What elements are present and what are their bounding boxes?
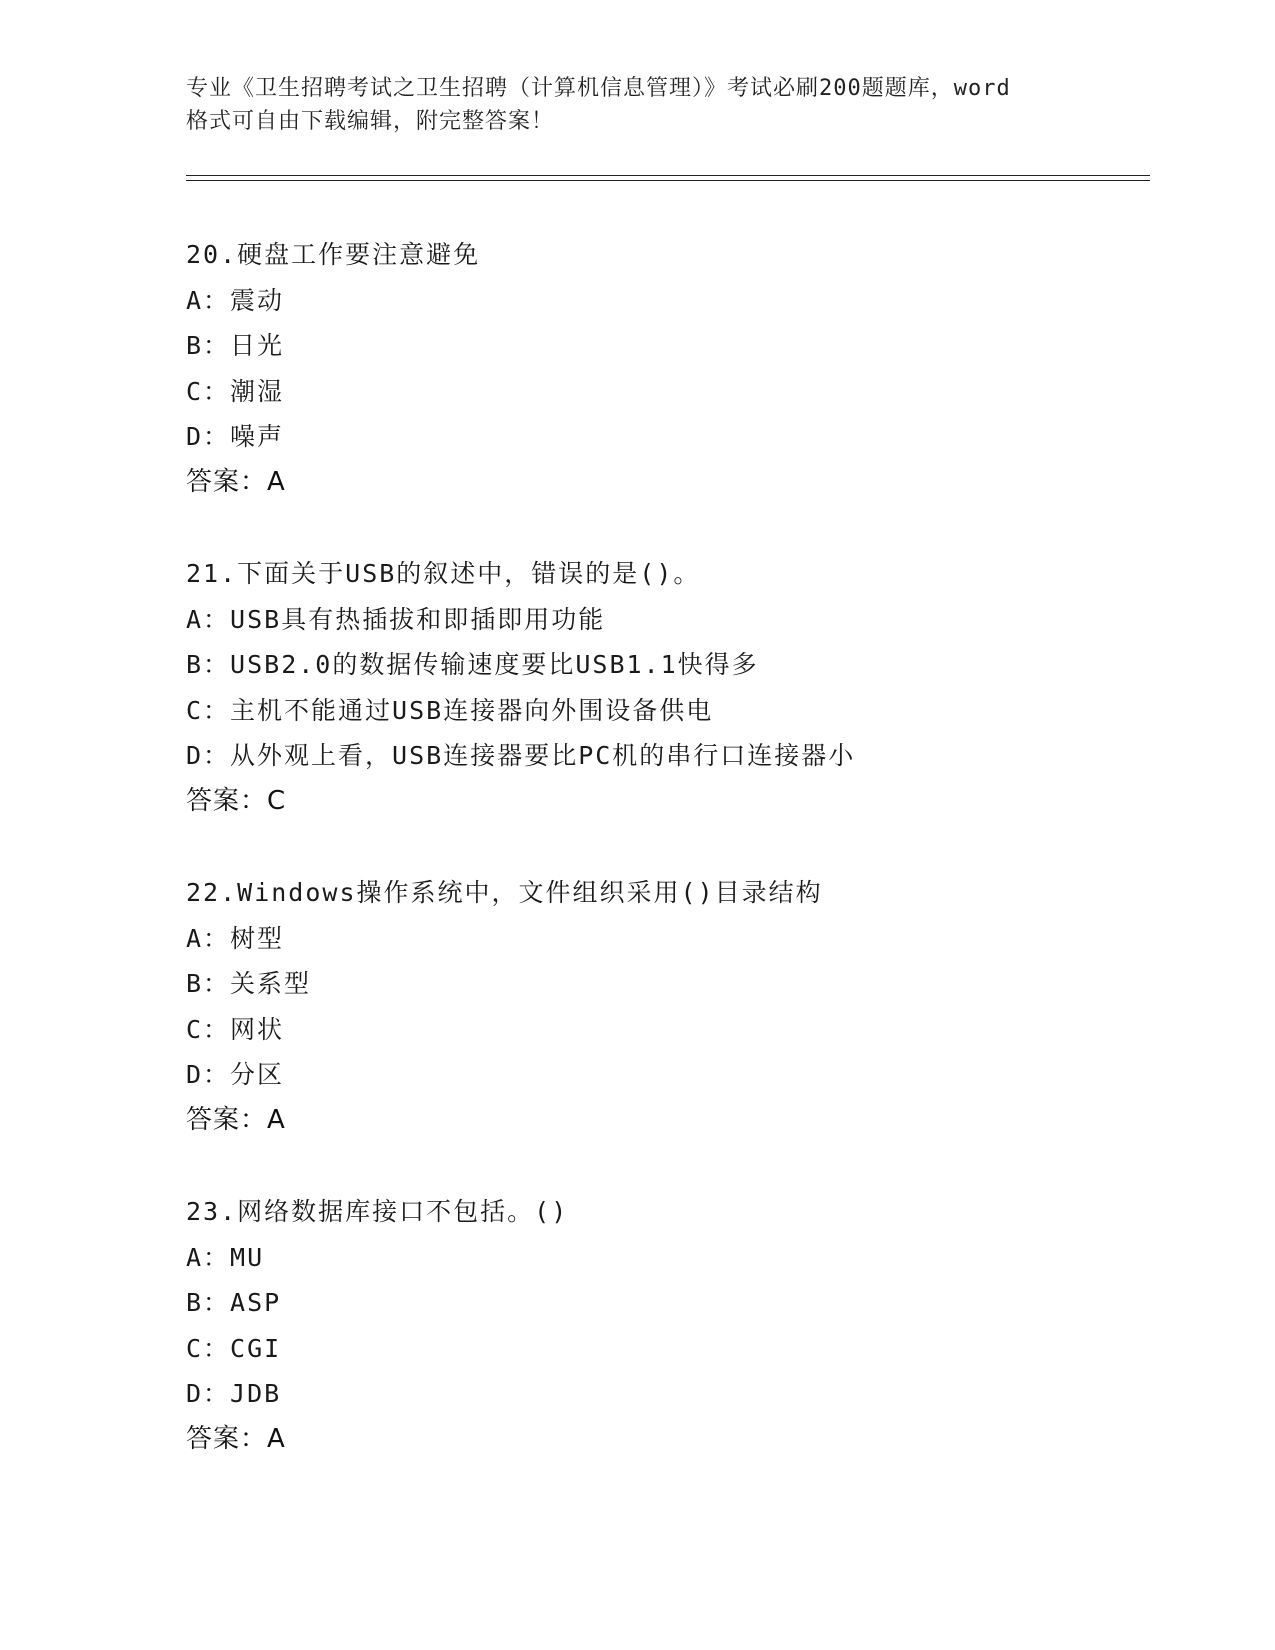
answer-line: 答案：A: [186, 1423, 286, 1454]
question-22: [186, 870, 1150, 1143]
question-stem: 22.Windows操作系统中，文件组织采用()目录结构: [186, 878, 823, 907]
question-stem: 20.硬盘工作要注意避免: [186, 240, 481, 269]
question-20: [186, 232, 1150, 505]
header-line-1: 专业《卫生招聘考试之卫生招聘（计算机信息管理）》考试必刷200题题库，word: [186, 76, 1011, 101]
header-divider-bottom: [186, 180, 1150, 181]
option-d: D：从外观上看，USB连接器要比PC机的串行口连接器小: [186, 741, 856, 770]
answer-line: 答案：C: [186, 785, 287, 816]
option-d: D：JDB: [186, 1379, 282, 1408]
option-d: D：分区: [186, 1060, 285, 1089]
option-c: C：潮湿: [186, 376, 285, 406]
option-a: A：树型: [186, 923, 285, 953]
question-21: [186, 551, 1150, 824]
option-c: C：网状: [186, 1014, 285, 1044]
header-line-2: 格式可自由下载编辑，附完整答案！: [186, 109, 555, 134]
option-b: B：USB2.0的数据传输速度要比USB1.1快得多: [186, 650, 759, 679]
answer-line: 答案：A: [186, 1104, 286, 1135]
header-divider-top: [186, 175, 1150, 176]
option-a: A：震动: [186, 285, 285, 315]
option-b: B：关系型: [186, 969, 312, 998]
document-header: [186, 72, 1086, 138]
question-list: [186, 232, 1150, 1508]
question-stem: 21.下面关于USB的叙述中，错误的是()。: [186, 559, 701, 588]
question-23: [186, 1189, 1150, 1462]
option-d: D：噪声: [186, 422, 285, 451]
question-stem: 23.网络数据库接口不包括。(): [186, 1197, 569, 1226]
option-b: B：ASP: [186, 1288, 282, 1317]
option-b: B：日光: [186, 331, 285, 360]
option-a: A：USB具有热插拔和即插即用功能: [186, 604, 606, 634]
option-c: C：CGI: [186, 1333, 282, 1363]
answer-line: 答案：A: [186, 466, 286, 497]
option-a: A：MU: [186, 1242, 265, 1272]
option-c: C：主机不能通过USB连接器向外围设备供电: [186, 695, 714, 725]
